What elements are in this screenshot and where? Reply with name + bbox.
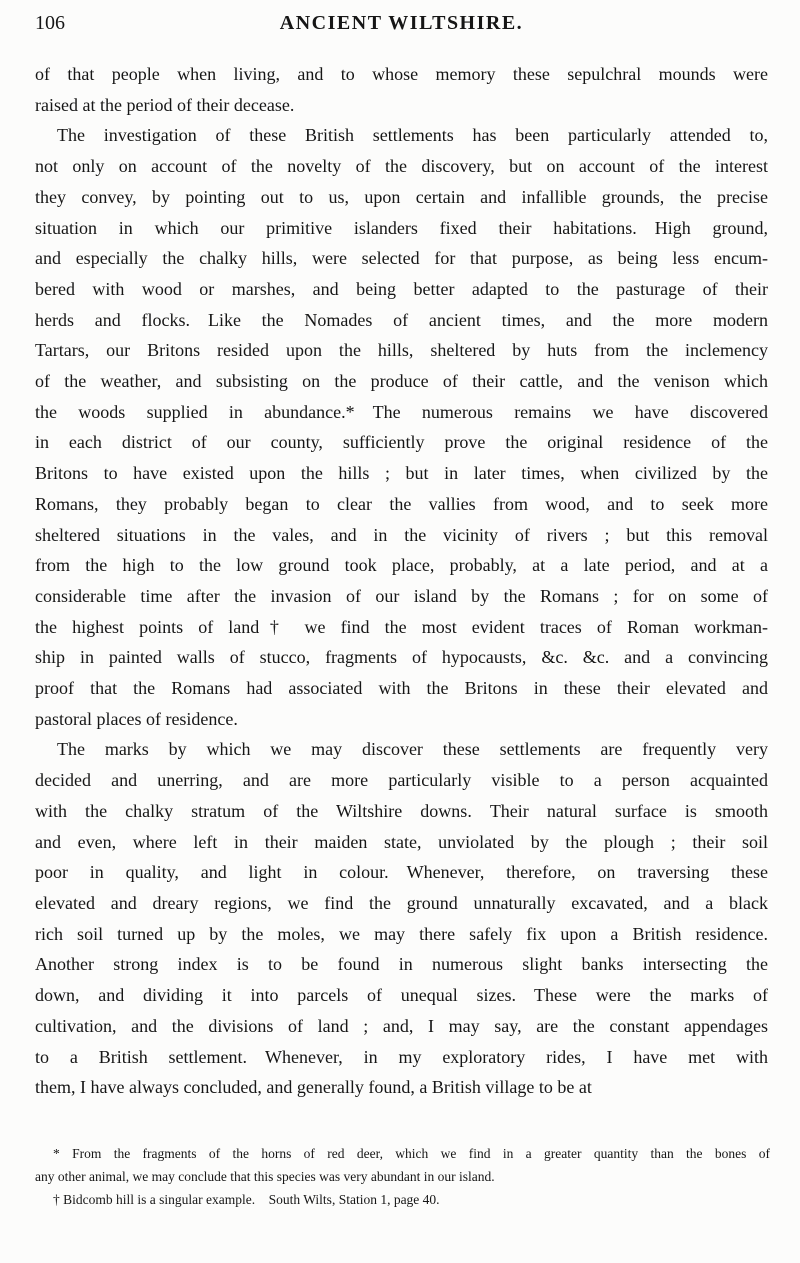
body-paragraph [35, 734, 768, 1102]
text-line: ship in painted walls of stucco, fragments of hypocausts, &c. &c. and a convincing [35, 647, 768, 668]
text-line: elevated and dreary regions, we find the ground unnaturally excavated, and a black [35, 892, 768, 913]
footnote-line: † Bidcomb hill is a singular example. South Wilts, Station 1, page 40. [53, 1192, 440, 1207]
text-line: proof that the Romans had associated with the Britons in these their elevated and [35, 678, 768, 699]
text-line: pastoral places of residence. [35, 708, 238, 729]
text-line: situation in which our primitive islanders fixed their habitations. High ground, [35, 217, 768, 238]
footnote-line: any other animal, we may conclude that this species was very abundant in our island. [35, 1169, 495, 1184]
text-line: with the chalky stratum of the Wiltshire downs. Their natural surface is smooth [35, 800, 768, 821]
text-line: decided and unerring, and are more particularly visible to a person acquainted [35, 770, 768, 791]
text-line: Britons to have existed upon the hills ; but in later times, when civilized by the [35, 463, 768, 484]
text-line: herds and flocks. Like the Nomades of ancient times, and the more modern [35, 309, 768, 330]
text-line: and especially the chalky hills, were selected for that purpose, as being less encum- [35, 248, 768, 269]
text-line: them, I have always concluded, and generally found, a British village to be at [35, 1077, 592, 1098]
body-text [35, 59, 768, 1103]
text-line: Romans, they probably began to clear the vallies from wood, and to seek more [35, 493, 768, 514]
text-line: in each district of our county, sufficiently prove the original residence of the [35, 432, 768, 453]
text-line: of that people when living, and to whose memory these sepulchral mounds were [35, 64, 768, 84]
text-line: poor in quality, and light in colour. Whenever, therefore, on traversing these [35, 862, 768, 883]
body-paragraph [35, 120, 768, 734]
footnote-line: * From the fragments of the horns of red deer, which we find in a greater quantity than the bones of [53, 1146, 770, 1161]
text-line: sheltered situations in the vales, and in the vicinity of rivers ; but this removal [35, 524, 768, 545]
text-line: and even, where left in their maiden state, unviolated by the plough ; their soil [35, 831, 768, 852]
text-line: Another strong index is to be found in numerous slight banks intersecting the [35, 954, 768, 975]
text-line: cultivation, and the divisions of land ; and, I may say, are the constant appendages [35, 1015, 768, 1036]
text-line: The investigation of these British settlements has been particularly attended to, [57, 125, 768, 146]
text-line: they convey, by pointing out to us, upon certain and infallible grounds, the precise [35, 186, 768, 207]
body-paragraph [35, 59, 768, 120]
text-line: to a British settlement. Whenever, in my exploratory rides, I have met with [35, 1046, 768, 1067]
text-line: of the weather, and subsisting on the produce of their cattle, and the venison which [35, 371, 768, 392]
page-header [35, 12, 768, 40]
text-line: down, and dividing it into parcels of unequal sizes. These were the marks of [35, 985, 768, 1006]
text-line: Tartars, our Britons resided upon the hills, sheltered by huts from the inclemency [35, 340, 768, 361]
footnote [35, 1142, 770, 1188]
footnote [35, 1188, 770, 1211]
text-line: considerable time after the invasion of our island by the Romans ; for on some of [35, 585, 768, 606]
page-number: 106 [35, 12, 65, 34]
text-line: raised at the period of their decease. [35, 94, 295, 115]
text-line: rich soil turned up by the moles, we may there safely fix upon a British residence. [35, 923, 768, 944]
text-line: The marks by which we may discover these settlements are frequently very [57, 739, 768, 760]
text-line: the woods supplied in abundance.* The numerous remains we have discovered [35, 401, 768, 422]
footnotes [35, 1142, 770, 1211]
text-line: bered with wood or marshes, and being better adapted to the pasturage of their [35, 278, 768, 299]
text-line: not only on account of the novelty of the discovery, but on account of the interest [35, 156, 768, 177]
text-line: from the high to the low ground took place, probably, at a late period, and at a [35, 555, 768, 576]
text-line: the highest points of land† we find the most evident traces of Roman workman- [35, 616, 768, 637]
running-title: ANCIENT WILTSHIRE. [279, 12, 524, 34]
